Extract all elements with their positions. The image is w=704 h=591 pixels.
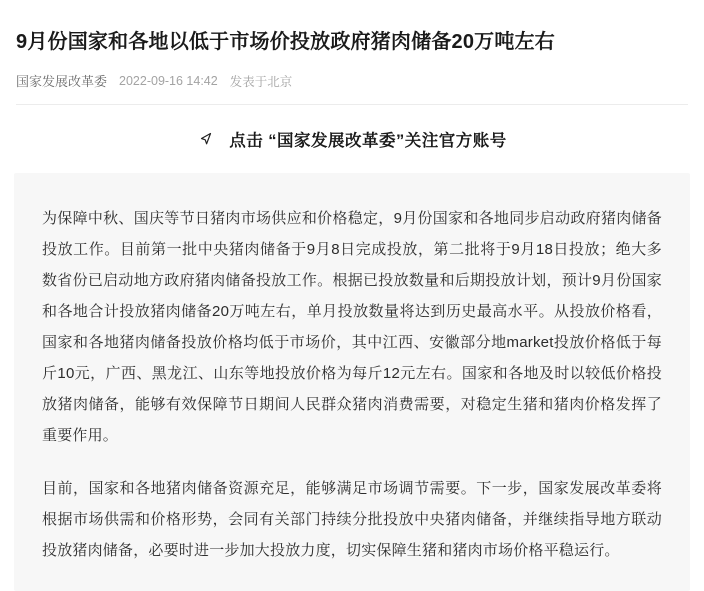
- article-paragraph-2: 目前，国家和各地猪肉储备资源充足，能够满足市场调节需要。下一步，国家发展改革委将根据市场供需和价格形势，会同有关部门持续分批投放中央猪肉储备，并继续指导地方联动投放猪肉储备，必要时进一步加大投放力度，切实保障生猪和猪肉市场价格平稳运行。: [42, 480, 662, 560]
- article-source[interactable]: 国家发展改革委: [16, 74, 108, 90]
- article-paragraph-1: 为保障中秋、国庆等节日猪肉市场供应和价格稳定，9月份国家和各地同步启动政府猪肉储备投放工作。目前第一批中央猪肉储备于9月8日完成投放，第二批将于9月18日投放；绝大多数省份已启动地方政府猪肉储备投放工作。根据已投放数量和后期投放计划，预计9月份国家和各地合计投放猪肉储备20万吨左右，单月投放数量将达到历史最高水平。从投放价格看，国家和各地猪肉储备投放价格均低于市场价，其中江西、安徽部分地market投放价格低于每斤10元，广西、黑龙江、山东等地投放价格为每斤12元左右。国家和各地及时以较低价格投放猪肉储备，能够有效保障节日期间人民群众猪肉消费需要，对稳定生猪和猪肉价格发挥了重要作用。: [42, 210, 662, 445]
- header-divider: [16, 104, 688, 105]
- page-title: 9月份国家和各地以低于市场价投放政府猪肉储备20万吨左右: [16, 31, 555, 54]
- follow-account-banner[interactable]: [16, 127, 688, 151]
- article-timestamp: 2022-09-16 14:42: [119, 73, 218, 88]
- article-body: [14, 173, 690, 591]
- article-page: [0, 13, 704, 573]
- follow-prompt-text: 点击 “国家发展改革委”关注官方账号: [229, 132, 507, 151]
- article-meta: [16, 71, 688, 90]
- article-location: 发表于北京: [229, 74, 293, 89]
- cursor-click-icon: [197, 131, 215, 149]
